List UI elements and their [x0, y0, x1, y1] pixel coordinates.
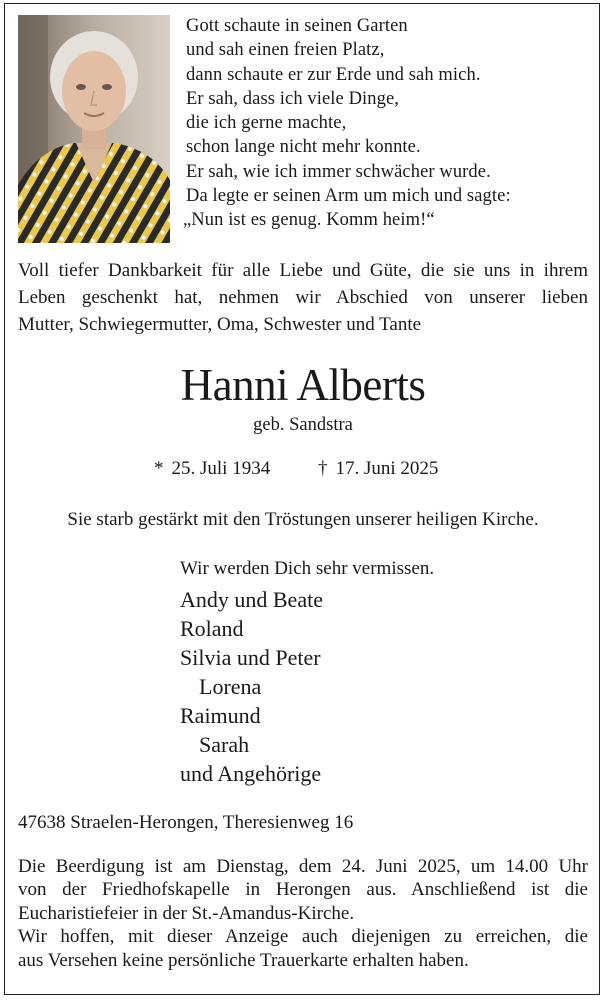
- poem-line: Gott schaute in seinen Garten: [186, 16, 408, 36]
- funeral-line: aus Versehen keine persönliche Trauerkarte erhalten haben.: [18, 949, 469, 971]
- poem-line: die ich gerne machte,: [186, 113, 347, 134]
- death-date: [318, 455, 438, 483]
- poem-line: Da legte er seinen Arm um mich und sagte:: [186, 186, 511, 207]
- portrait-photo: [18, 15, 170, 243]
- poem-line: dann schaute er zur Erde und sah mich.: [186, 64, 481, 85]
- church-note: Sie starb gestärkt mit den Tröstungen unserer heiligen Kirche.: [67, 509, 539, 530]
- maiden-name: geb. Sandstra: [253, 415, 353, 435]
- family-address: 47638 Straelen-Herongen, Theresienweg 16: [18, 812, 354, 833]
- mourner: Lorena: [199, 674, 262, 699]
- funeral-line: Die Beerdigung ist am Dienstag, dem 24. Juni 2025, um 14.00 Uhr: [18, 856, 588, 877]
- mourner: Sarah: [199, 732, 250, 757]
- funeral-line: von der Friedhofskapelle in Herongen aus. Anschließend ist die: [18, 879, 588, 901]
- death-cross-icon: †: [318, 458, 328, 479]
- poem-line: und sah einen freien Platz,: [186, 40, 385, 61]
- mourner: Silvia und Peter: [180, 645, 321, 670]
- poem-line: Er sah, wie ich immer schwächer wurde.: [186, 161, 491, 182]
- intro-paragraph: [18, 257, 588, 338]
- funeral-line: Eucharistiefeier in der St.-Amandus-Kirche.: [18, 902, 355, 924]
- mourner: Raimund: [180, 703, 261, 728]
- intro-line: Mutter, Schwiegermutter, Oma, Schwester und Tante: [18, 314, 422, 335]
- signoff: Wir werden Dich sehr vermissen.: [180, 558, 435, 579]
- funeral-line: Wir hoffen, mit dieser Anzeige auch diejenigen zu erreichen, die: [18, 926, 588, 948]
- funeral-info: [18, 855, 588, 972]
- mourner: Roland: [180, 616, 244, 641]
- poem-line: schon lange nicht mehr konnte.: [186, 137, 421, 158]
- poem-line: „Nun ist es genug. Komm heim!“: [183, 210, 435, 231]
- intro-line: Leben geschenkt hat, nehmen wir Abschied von unserer lieben: [18, 287, 588, 308]
- birth-date: [154, 455, 270, 483]
- mourner: Andy und Beate: [180, 587, 323, 612]
- poem: [183, 14, 586, 233]
- birth-date-text: 25. Juli 1934: [171, 458, 271, 479]
- death-date-text: 17. Juni 2025: [335, 458, 439, 479]
- mourner: und Angehörige: [180, 761, 322, 786]
- portrait-image: [18, 15, 170, 243]
- mourners-list: [180, 585, 323, 788]
- poem-line: Er sah, dass ich viele Dinge,: [186, 88, 400, 109]
- birth-star-icon: *: [154, 458, 164, 479]
- deceased-name: Hanni Alberts: [180, 360, 426, 410]
- intro-line: Voll tiefer Dankbarkeit für alle Liebe und Güte, die sie uns in ihrem: [18, 260, 588, 281]
